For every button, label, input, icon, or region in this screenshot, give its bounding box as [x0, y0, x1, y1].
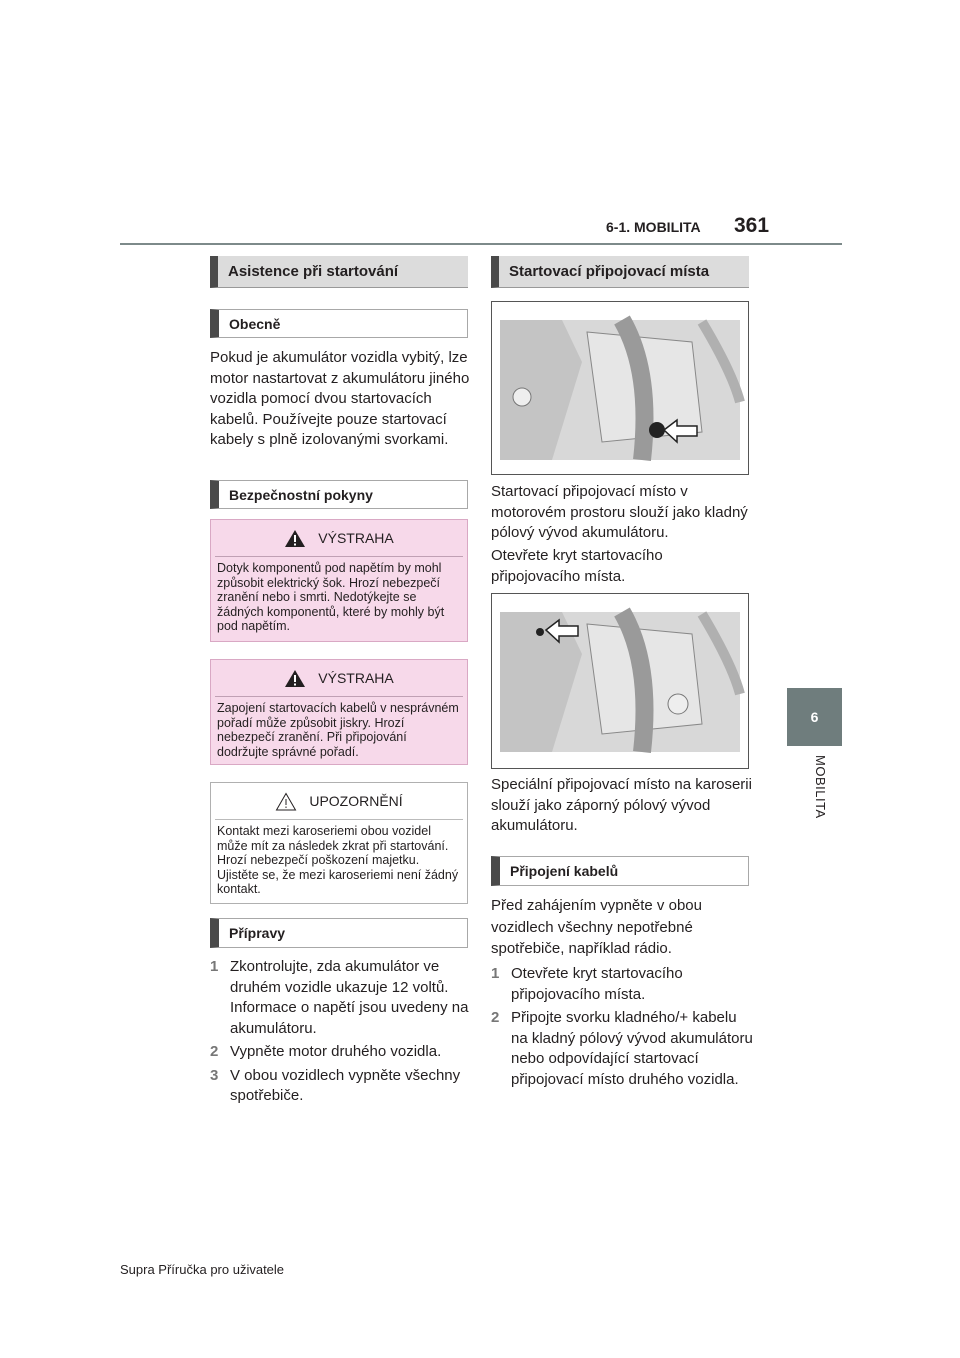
caution-triangle-icon	[275, 792, 297, 811]
warning-title: VÝSTRAHA	[318, 670, 394, 686]
warning-header	[211, 520, 467, 556]
step-number: 3	[210, 1066, 219, 1084]
subheading-text: Připojení kabelů	[510, 863, 619, 879]
header-rule	[120, 243, 842, 245]
subheading-general	[210, 309, 468, 338]
list-item	[491, 1008, 753, 1090]
warning-triangle-icon	[284, 529, 306, 548]
connect-intro: Před zahájením vypněte v obou vozidlech všechny nepotřebné spotřebiče, například rádio.	[491, 897, 702, 957]
engine-bay-illustration	[492, 302, 748, 474]
warning-text: Zapojení startovacích kabelů v nesprávném pořadí může způsobit jiskry. Hrozí nebezpečí zranění. Při připojování dodržujte správné pořadí.	[217, 701, 459, 759]
step-number: 2	[210, 1043, 219, 1060]
list-item	[491, 964, 753, 1005]
list-item	[210, 957, 472, 1039]
section-heading-text: Asistence při startování	[228, 263, 399, 280]
caption-negative-terminal: Speciální připojovací místo na karoserii slouží jako záporný pólový vývod akumulátoru.	[491, 776, 752, 834]
subheading-safety	[210, 480, 468, 509]
caption-open-cover: Otevřete kryt startovacího připojovacího místa.	[491, 547, 663, 585]
subheading-text: Obecně	[229, 315, 281, 332]
preparation-steps	[210, 957, 472, 1107]
body-ground-figure	[491, 593, 749, 769]
step-text: V obou vozidlech vypněte všechny spotřebiče.	[230, 1066, 461, 1104]
warning-header	[211, 660, 467, 696]
warning-triangle-icon	[284, 669, 306, 688]
general-paragraph: Pokud je akumulátor vozidla vybitý, lze motor nastartovat z akumulátoru jiného vozidla pomocí dvou startovacích kabelů. Používejte pouze startovací kabely s plně izolovanými svorkami.	[210, 349, 470, 448]
step-number: 1	[491, 965, 500, 982]
section-heading-text: Startovací připojovací místa	[509, 263, 710, 280]
warning-box	[210, 659, 468, 765]
step-text: Zkontrolujte, zda akumulátor ve druhém vozidle ukazuje 12 voltů. Informace o napětí jsou uvedeny na akumulátoru.	[230, 958, 469, 1037]
subheading-text: Přípravy	[229, 925, 286, 941]
ground-point-illustration	[492, 594, 748, 768]
notice-box	[210, 782, 468, 904]
caption-positive-terminal: Startovací připojovací místo v motorovém prostoru slouží jako kladný pólový vývod akumulátoru.	[491, 483, 748, 541]
step-text: Otevřete kryt startovacího připojovacího místa.	[511, 965, 683, 1003]
step-number: 2	[491, 1009, 500, 1026]
subheading-text: Bezpečnostní pokyny	[229, 486, 373, 503]
warning-text: Dotyk komponentů pod napětím by mohl způsobit elektrický šok. Hrozí nebezpečí zranění nebo i smrti. Nedotýkejte se žádných komponentů, které by mohly být pod napětím.	[217, 561, 445, 633]
footer-text: Supra Příručka pro uživatele	[120, 1262, 285, 1277]
section-heading-connection-points	[491, 256, 749, 288]
notice-title: UPOZORNĚNÍ	[309, 793, 403, 809]
subheading-connect-cables	[491, 856, 749, 886]
step-text: Připojte svorku kladného/+ kabelu na kladný pólový vývod akumulátoru nebo odpovídající startovací připojovací místo druhého vozidla.	[511, 1009, 753, 1088]
section-title: 6-1. MOBILITA	[606, 219, 701, 235]
subheading-preparations	[210, 918, 468, 948]
section-heading-jump-start	[210, 256, 468, 288]
engine-bay-figure	[491, 301, 749, 475]
chapter-label: MOBILITA	[813, 755, 828, 819]
warning-title: VÝSTRAHA	[318, 530, 394, 546]
connection-steps	[491, 964, 753, 1090]
notice-text: Kontakt mezi karoseriemi obou vozidel může mít za následek zkrat při startování. Hrozí nebezpečí poškození majetku. Ujistěte se, že mezi karoseriemi není žádný kontakt.	[217, 824, 459, 896]
list-item	[210, 1042, 472, 1063]
page-number: 361	[734, 214, 770, 237]
list-item	[210, 1066, 472, 1107]
step-number: 1	[210, 958, 219, 975]
chapter-tab[interactable]: 6	[787, 688, 842, 746]
notice-header	[211, 783, 467, 819]
step-text: Vypněte motor druhého vozidla.	[230, 1043, 442, 1060]
warning-box	[210, 519, 468, 642]
